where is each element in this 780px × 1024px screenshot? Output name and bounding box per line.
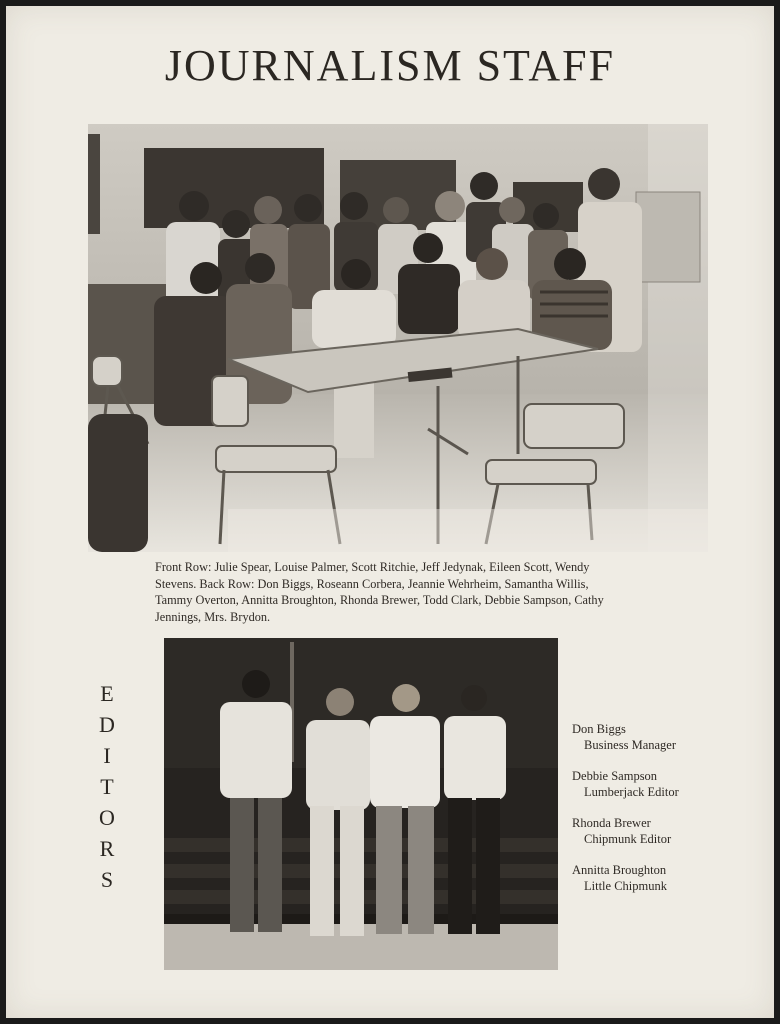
editors-heading-letter: E	[100, 681, 114, 706]
front-row-names: Julie Spear, Louise Palmer, Scott Ritchie, Jeff Jedynak, Eileen Scott, Wendy Stevens.	[155, 560, 590, 591]
editor-entry	[572, 722, 762, 753]
editors-heading-letter: S	[100, 867, 114, 892]
editor-role: Business Manager	[584, 737, 676, 752]
editors-list	[572, 722, 762, 910]
editors-heading-letter: D	[99, 712, 115, 737]
editor-role: Lumberjack Editor	[584, 784, 679, 799]
editor-name: Debbie Sampson	[572, 769, 658, 783]
editor-name: Annitta Broughton	[572, 863, 667, 877]
editors-heading-letter: T	[100, 774, 114, 799]
editors-photo	[164, 638, 558, 970]
yearbook-page	[6, 6, 774, 1018]
editor-name: Rhonda Brewer	[572, 816, 651, 830]
editor-entry	[572, 863, 762, 894]
group-photo-caption	[155, 559, 625, 625]
editor-entry	[572, 769, 762, 800]
editor-role: Little Chipmunk	[584, 878, 667, 893]
page-title: JOURNALISM STAFF	[164, 41, 616, 90]
editors-heading-letter: R	[99, 836, 115, 861]
editors-heading	[96, 678, 118, 895]
group-photo	[88, 124, 708, 552]
back-row-names: Don Biggs, Roseann Corbera, Jeannie Wehrheim, Samantha Willis, Tammy Overton, Annitta Broughton, Rhonda Brewer, Todd Clark, Debbie Sampson, Cathy Jennings, Mrs. Brydon.	[155, 576, 604, 624]
editor-role: Chipmunk Editor	[584, 831, 672, 846]
editors-heading-letter: O	[99, 805, 115, 830]
editor-entry	[572, 816, 762, 847]
front-row-label: Front Row:	[155, 560, 212, 574]
back-row-label: Back Row:	[199, 576, 255, 591]
group-photo-image	[88, 124, 708, 552]
editors-photo-image	[164, 638, 558, 970]
editors-heading-letter: I	[103, 743, 111, 768]
editor-name: Don Biggs	[572, 722, 626, 736]
